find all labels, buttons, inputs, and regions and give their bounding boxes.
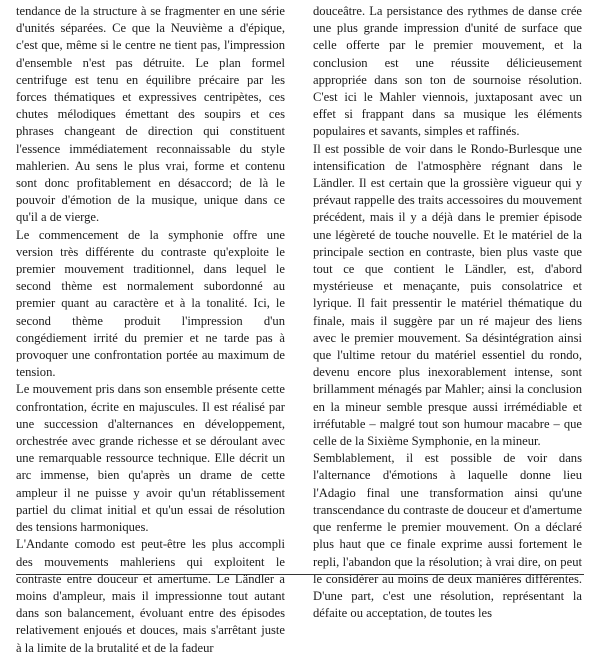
left-text-column bbox=[16, 3, 285, 657]
paragraph: Il est possible de voir dans le Rondo-Burlesque une intensification de l'atmosphère régnant dans le Ländler. Il est certain que la grossière vigueur qui y prévaut rappelle des traits accessoires du mouvement précédent, mais il y a déjà dans le premier épisode une légèreté de touche nouvelle. Et le matériel de la principale section en contraste, bien plus vaste que tout ce que contient le Ländler, est, d'abord mystérieuse et menaçante, puis consolatrice et lyrique. Il fait pressentir le matériel thématique du finale, mais il suggère par un ré majeur des liens avec le premier mouvement. Sa désintégration ainsi que l'ultime retour du matériel essentiel du rondo, devenu encore plus inexorablement intense, sont brillamment ménagés par Mahler; ainsi la conclusion en la mineur semble presque aussi irrémédiable et irréfutable – malgré tout son humour macabre – que celle de la Sixième Symphonie, en la mineur. bbox=[313, 141, 582, 449]
paragraph: Le mouvement pris dans son ensemble présente cette confrontation, écrite en majuscules. Il est réalisé par une succession d'alternances en développement, orchestrée avec grande richesse et se déroulant avec une remarquable ressource technique. Elle décrit un arc immense, bien qu'après un drame de cette ampleur il ne puisse y avoir qu'un rétablissement partiel du climat initial et qu'un essai de résolution des tensions harmoniques. bbox=[16, 382, 285, 535]
paragraph: douceâtre. La persistance des rythmes de danse crée une plus grande impression d'unité de surface que celle offerte par le premier mouvement, et la conclusion est une réussite délicieusement appropriée dans son ton de sournoise résolution. C'est ici le Mahler viennois, juxtaposant avec un effet si frappant dans sa musique les éléments populaires et savants, simples et raffinés. bbox=[313, 4, 582, 139]
paragraph: L'Andante comodo est peut-être les plus accompli des mouvements mahleriens qui exploitent le contraste entre douceur et amertume. Le Ländler a moins d'ampleur, mais il impressionne tout autant dans son balancement, évoluant entre des épisodes relativement enjoués et douces, mais s'arrêtant juste à la limite de la brutalité et de la fadeur bbox=[16, 537, 285, 655]
paragraph: Semblablement, il est possible de voir dans l'alternance d'émotions à laquelle donne lieu l'Adagio final une transformation ainsi qu'une transcendance du contraste de douceur et d'amertume que renferme le premier mouvement. On a déclaré plus haut que ce finale exprime aussi fortement le repli, l'abandon que la résolution; à vrai dire, on peut le considérer au moins de deux manières différentes. D'une part, c'est une résolution, représentant la défaite ou acceptation, de toutes les bbox=[313, 451, 582, 621]
paragraph: Le commencement de la symphonie offre une version très différente du contraste qu'exploite le premier mouvement traditionnel, dans lequel le second thème est normalement subordonné au premier quant au caractère et à la tonalité. Ici, le second thème produit l'impression d'un congédiement irrité du premier et ne tarde pas à provoquer une confrontation portée au maximum de tension. bbox=[16, 227, 285, 380]
paragraph: tendance de la structure à se fragmenter en une série d'unités séparées. Ce que la Neuvième a d'épique, c'est que, même si le centre ne tient pas, l'impression d'ensemble n'est pas détruite. Le plan formel centrifuge est tenu en équilibre précaire par les forces thématiques et expressives centripètes, ces chutes mélodiques émettant des soupirs et ces phrases changeant de direction qui constituent l'essence immédiatement reconnaissable du style mahlerien. Au sens le plus vrai, forme et contenu sont donc profitablement en désaccord; de là le pouvoir d'émotion de la musique, unique dans ce qu'il a de vierge. bbox=[16, 4, 285, 225]
bottom-rule bbox=[16, 574, 584, 575]
right-text-column bbox=[313, 3, 582, 622]
